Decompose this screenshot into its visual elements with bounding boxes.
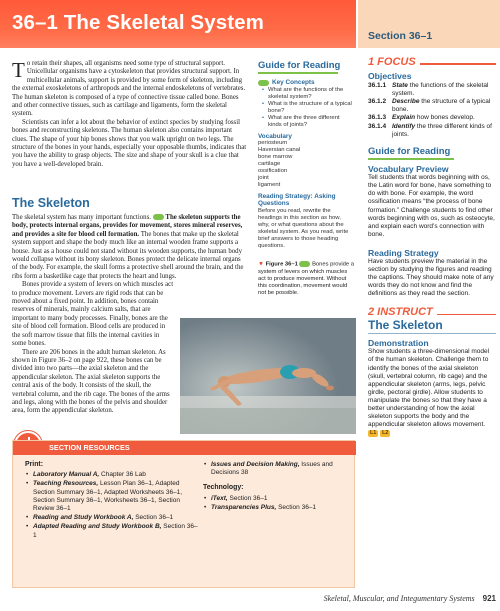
technology-label: Technology: — [203, 484, 244, 492]
skeleton-paragraph-2: Bones provide a system of levers on which muscles act to produce movement. Levers are rigid rods that can be moved about a fixed point. In addition, bones contain reserves of minerals, mainly calcium salts, that are important to many body processes. Finally, bones are the site of blood cell formation. Blood cells are produced in the soft marrow tissue that fills the internal cavities in some bones. — [12, 281, 174, 348]
other-resources — [203, 461, 351, 513]
list-item: • Adapted Reading and Study Workbook B, Section 36–1 — [25, 523, 201, 539]
level-badge: L1 — [370, 430, 377, 437]
figure-caption-text: Bones provide a system of levers on which muscles act to produce movement. Without this coordination, movement would not be possible. — [258, 261, 354, 296]
key-concept-icon — [153, 214, 164, 220]
vocab-preview-text: Tell students that words beginning with os, the Latin word for bone, have something to do with bone. For example, the word ossification means “the process of bone formation.” Challenge students to find other words beginning with os, such as osteocyte, and explain each word’s connection with bone. — [368, 174, 495, 238]
intro-paragraph-2: Scientists can infer a lot about the behavior of extinct species by studying fossil bones and reconstructing skeletons. The human skeleton also contains important clues. The shape of your hip bones shows that you walk upright on two legs. The structure of the bones in your hands, especially your opposable thumbs, indicates that you have the ability to grasp objects. The size and shape of your skull is a clue that you have a well-developed brain. — [12, 118, 247, 168]
guide-underline — [258, 72, 338, 74]
section-resources-box — [12, 440, 355, 588]
vocab-term: cartilage — [258, 161, 281, 167]
list-item: • Teaching Resources, Lesson Plan 36–1, Adapted Section Summary 36–1, Adapted Worksheets 36–1, Section Summary 36–1, Worksheets 36–1, Section Review 36–1 — [25, 480, 201, 513]
objective-item: 36.1.2 Describe the structure of a typical bone. — [368, 98, 491, 113]
key-concept-icon — [258, 80, 269, 86]
section-resources-label: SECTION RESOURCES — [49, 443, 130, 452]
key-concept-sentence: The skeleton supports the body, protects internal organs, provides for movement, stores mineral reserves, and provides a site for blood cell formation. — [12, 214, 243, 238]
list-item: • What are the three different kinds of joints? — [264, 115, 352, 129]
focus-label: 1 FOCUS — [368, 56, 416, 68]
reading-strategy-text: Before you read, rewrite the headings in this section as how, why, or what questions about the skeletal system. As you read, write brief answers to those heading questions. — [258, 207, 349, 249]
vocabulary-heading: Vocabulary — [258, 133, 292, 140]
skeleton-paragraph-3: There are 206 bones in the adult human skeleton. As shown in Figure 36–2 on page 922, these bones can be divided into two parts—the axial skeleton and the appendicular skeleton. The axial skeleton supports the central axis of the body. It consists of the skull, the vertebral column, and the rib cage. The bones of the arms and legs, along with the bones of the pelvis and shoulder area, form the appendicular skeleton. — [12, 348, 170, 415]
caption-triangle-icon: ▼ — [258, 261, 264, 268]
list-item: • iText, Section 36–1 — [203, 495, 351, 503]
list-item: • Reading and Study Workbook A, Section 36–1 — [25, 514, 201, 522]
vocab-term: Haversian canal — [258, 147, 301, 153]
vocab-term: periosteum — [258, 140, 288, 146]
page-footer — [200, 594, 496, 603]
guide-for-reading — [258, 60, 352, 250]
key-concepts-list — [264, 87, 352, 129]
objective-item: 36.1.3 Explain how bones develop. — [368, 114, 475, 122]
section-title: 36–1 The Skeletal System — [12, 11, 264, 34]
vocab-term: joint — [258, 175, 269, 181]
list-item: • What are the functions of the skeletal system? — [264, 87, 352, 101]
diver-image — [180, 318, 356, 434]
teacher-skeleton-underline — [368, 333, 496, 334]
focus-rule — [420, 63, 496, 65]
guide-title: Guide for Reading — [258, 60, 341, 71]
chapter-header-bar — [0, 0, 356, 48]
vocab-term: ossification — [258, 168, 288, 174]
key-concepts-heading — [258, 79, 352, 86]
teacher-guide-underline — [368, 158, 454, 160]
skeleton-heading: The Skeleton — [12, 196, 90, 210]
objective-item: 36.1.4 Identify the three different kinds of joints. — [368, 122, 492, 138]
objectives-heading: Objectives — [368, 71, 412, 81]
section-label: Section 36–1 — [368, 30, 433, 42]
key-concepts-label: Key Concepts — [272, 79, 315, 86]
skeleton-paragraph-end: The bones that make up the skeletal system support and shape the body much like an internal wooden frame supports a house. Just as a house could not stand without its wooden supports, the human body would collapse without its bony skeleton. Bones protect the delicate internal organs of the body. For example, the skull forms a protective shell around the brain, and the ribs form a basketlike cage that protects the heart and lungs. — [12, 230, 244, 280]
figure-tag: Figure 36–1 — [265, 261, 298, 268]
print-label: Print: — [25, 461, 43, 468]
vocab-term: bone marrow — [258, 154, 293, 160]
intro-text — [12, 60, 248, 169]
demonstration-text: Show students a three-dimensional model of the human skeleton. Challenge them to identify the bones of the axial skeleton (skull, vertebral column, rib cage) and the appendicular skeleton (arms, legs, pelvic girdle, pectoral girdle). Allow students to manipulate the bones so that they have a better understanding of how the axial skeleton supports the body and the appendicular skeleton allows movement. L1 L2 — [368, 348, 490, 437]
list-item: • Laboratory Manual A, Chapter 36 Lab — [25, 471, 201, 479]
diver-photo — [180, 318, 356, 434]
objective-item: 36.1.1 State the functions of the skeletal system. — [368, 82, 489, 97]
teacher-guide-title: Guide for Reading — [368, 146, 451, 158]
drop-cap: T — [12, 58, 25, 82]
reading-strategy-heading: Reading Strategy: Asking Questions — [258, 193, 336, 208]
teacher-skeleton-heading: The Skeleton — [368, 318, 443, 333]
figure-caption — [258, 261, 354, 297]
vocabulary-list — [258, 140, 352, 189]
teacher-column — [368, 56, 496, 437]
level-badge: L2 — [382, 430, 389, 437]
skeleton-paragraph-start: The skeletal system has many important functions. — [12, 214, 151, 221]
section-resources-bar — [13, 441, 356, 455]
key-concept-icon — [299, 261, 310, 267]
demonstration-heading: Demonstration — [368, 338, 429, 349]
vocab-term: ligament — [258, 182, 281, 188]
focus-heading — [368, 56, 496, 68]
instruct-heading — [368, 306, 496, 318]
instruct-label: 2 INSTRUCT — [368, 306, 433, 319]
teacher-header-bar — [358, 0, 500, 48]
footer-text: Skeletal, Muscular, and Integumentary Systems — [323, 594, 475, 603]
list-item: • Issues and Decision Making, Issues and Decisions 38 — [203, 461, 351, 477]
instruct-rule — [437, 314, 496, 316]
list-item: • What is the structure of a typical bone? — [264, 101, 352, 115]
print-resources — [25, 461, 201, 541]
list-item: • Transparencies Plus, Section 36–1 — [203, 504, 351, 512]
intro-paragraph-1: o retain their shapes, all organisms need some type of structural support. Unicellular organisms have a cytoskeleton that provides structural support. In multicellular animals, support is provided by some form of skeleton, including the external exoskeletons of arthropods and the internal endoskeletons of vertebrates. The human skeleton is composed of a type of connective tissue called bone. Bones and other connective tissues, such as cartilage and ligaments, form the skeletal system. — [12, 60, 246, 118]
page-number: 921 — [482, 594, 496, 603]
vocab-preview-heading: Vocabulary Preview — [368, 164, 449, 175]
reading-strategy-heading-teacher: Reading Strategy — [368, 247, 439, 258]
reading-strategy-text-teacher: Have students preview the material in the section by studying the figures and reading the captions. They should make note of any words they do not know and find the definitions as they read the section. — [368, 257, 494, 298]
